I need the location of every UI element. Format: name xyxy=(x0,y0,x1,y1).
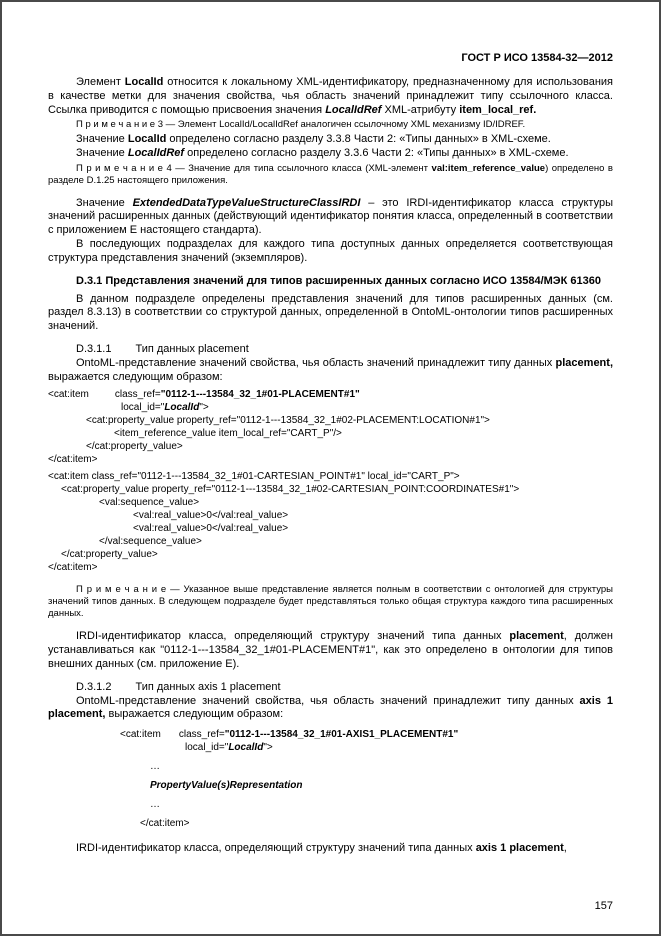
code-line: </cat:item> xyxy=(48,562,98,574)
text-run: local_id=" xyxy=(121,402,165,414)
text-run: Значение xyxy=(76,133,128,146)
para-axis1-intro xyxy=(48,695,613,723)
code-line: … xyxy=(150,761,160,773)
code-block-axis1-placement xyxy=(120,728,613,830)
para-d31-intro: В данном подразделе определены представления значений для типов расширенных данных (см. раздел 8.3.13) в соответствии со структурой данных, определенной в OntoML-онтологии типов расширенных значений. xyxy=(48,292,613,333)
code-line: </cat:property_value> xyxy=(61,549,158,561)
text-run: выражается следующим образом: xyxy=(105,708,284,721)
text-run: LocalIdRef xyxy=(325,103,382,116)
text-run: class_ref= xyxy=(178,729,225,741)
para-localidref-def xyxy=(48,147,613,161)
section-heading-d312 xyxy=(48,681,613,693)
text-run: class_ref= xyxy=(114,389,161,401)
text-run: LocalId xyxy=(124,76,164,88)
code-block-placement xyxy=(48,388,613,466)
heading-number: D.3.1.2 xyxy=(76,680,112,693)
text-run: относится к локальному XML-идентификатору, предназначенному для использования в качестве метки для значения свойства, чья область значений принадлежит типу ссылочного класса. Ссылка приводится с помощью присвоения значения xyxy=(48,76,613,116)
text-run: LocalId xyxy=(228,742,264,754)
page-number: 157 xyxy=(594,900,613,912)
code-line xyxy=(120,728,613,741)
code-line: </cat:item> xyxy=(140,818,190,830)
text-run: IRDI-идентификатор класса, определяющий структуру значений типа данных xyxy=(76,630,510,643)
code-line: <cat:property_value property_ref="0112-1---13584_32_1#02-PLACEMENT:LOCATION#1"> xyxy=(86,415,490,427)
page-footer xyxy=(48,894,613,912)
text-run: XML-атрибуту xyxy=(381,103,460,116)
text-run: "0112-1---13584_32_1#01-PLACEMENT#1" xyxy=(160,389,360,401)
code-line: <item_reference_value item_local_ref="CART_P"/> xyxy=(114,428,342,440)
text-run: local_id=" xyxy=(185,742,229,754)
text-run: LocalId xyxy=(164,402,200,414)
code-line: </val:sequence_value> xyxy=(99,536,202,548)
heading-title: Тип данных placement xyxy=(135,342,249,355)
text-run: OntoML-представление значений свойства, чья область значений принадлежит типу данных xyxy=(76,356,556,369)
para-following-subsections: В последующих подразделах для каждого типа доступных данных определяется соответствующая структура представления значений (экземпляров). xyxy=(48,237,613,264)
text-run: , должен устанавливаться как "0112-1---13584_32_1#01-PLACEMENT#1", как это определено в онтологии для типов внешних данных (см. приложение E). xyxy=(48,630,613,670)
note-representation: П р и м е ч а н и е — Указанное выше представление является полным в соответствии с онтологией для структуры значений типов данных. В следующем подразделе будет представляться только общая структура каждого типа расширенных данных. xyxy=(48,584,613,620)
heading-number: D.3.1.1 xyxy=(76,342,112,355)
code-line xyxy=(120,741,613,754)
text-run: "0112-1---13584_32_1#01-AXIS1_PLACEMENT#1" xyxy=(224,729,459,741)
code-line: </cat:item> xyxy=(48,454,98,466)
text-run: , xyxy=(563,842,567,855)
note-4 xyxy=(48,163,613,187)
code-line: … xyxy=(150,799,160,811)
para-placement-intro xyxy=(48,357,613,385)
para-irdi-placement xyxy=(48,630,613,671)
para-localid xyxy=(48,76,613,117)
text-run: <cat:item xyxy=(120,729,161,741)
text-run: Значение xyxy=(76,196,133,209)
code-line: PropertyValue(s)Representation xyxy=(150,780,303,792)
text-run: placement, xyxy=(555,356,613,369)
text-run: определено согласно разделу 3.3.8 Части 2: «Типы данных» в XML-схеме. xyxy=(166,133,551,146)
text-run: axis 1 placement, xyxy=(48,694,613,721)
para-irdi-axis1 xyxy=(48,842,613,856)
code-line: <val:sequence_value> xyxy=(99,497,200,509)
code-line xyxy=(48,401,613,414)
text-run: – это IRDI-идентификатор класса структуры значений расширенных данных (действующий идентификатор понятия класса, определенный в соответствии с приложением E настоящего стандарта). xyxy=(48,196,613,237)
code-block-cartesian-point xyxy=(48,470,613,574)
text-run: axis 1 placement xyxy=(475,842,564,855)
text-run: ExtendedDataTypeValueStructureClassIRDI xyxy=(132,196,361,209)
text-run: <cat:item xyxy=(48,389,89,401)
text-run: определено согласно разделу 3.3.6 Части 2: «Типы данных» в XML-схеме. xyxy=(184,146,569,159)
section-heading-d31: D.3.1 Представления значений для типов расширенных данных согласно ИСО 13584/МЭК 61360 xyxy=(76,275,601,288)
text-run: Значение xyxy=(76,146,128,159)
text-run: IRDI-идентификатор класса, определяющий структуру значений типа данных xyxy=(76,842,476,855)
text-run: П р и м е ч а н и е 4 — Значение для типа ссылочного класса (XML-элемент xyxy=(76,162,432,174)
text-run: выражается следующим образом: xyxy=(48,370,223,383)
text-run: "> xyxy=(263,742,273,754)
code-line: <cat:item class_ref="0112-1---13584_32_1#01-CARTESIAN_POINT#1" local_id="CART_P"> xyxy=(48,471,460,483)
text-run: placement xyxy=(509,630,564,643)
text-run: Элемент xyxy=(76,76,125,88)
text-run: "> xyxy=(199,402,209,414)
section-heading-d311 xyxy=(48,343,613,355)
text-run: OntoML-представление значений свойства, чья область значений принадлежит типу данных xyxy=(76,694,580,707)
text-run: val:item_reference_value xyxy=(431,162,546,174)
code-line: <val:real_value>0</val:real_value> xyxy=(133,510,289,522)
code-line: <val:real_value>0</val:real_value> xyxy=(133,523,289,535)
heading-title: Тип данных axis 1 placement xyxy=(135,680,281,693)
code-line xyxy=(48,388,613,401)
code-line: <cat:property_value property_ref="0112-1---13584_32_1#02-CARTESIAN_POINT:COORDINATES#1"> xyxy=(61,484,520,496)
doc-number: ГОСТ Р ИСО 13584-32—2012 xyxy=(461,52,613,64)
text-run: item_local_ref. xyxy=(459,103,537,116)
para-irdi-value xyxy=(48,197,613,238)
text-run: ) определено в разделе D.1.25 настоящего приложения. xyxy=(48,162,613,186)
para-localid-def xyxy=(48,133,613,147)
code-line: </cat:property_value> xyxy=(86,441,183,453)
text-run: LocalIdRef xyxy=(127,146,185,159)
page-header xyxy=(48,52,613,64)
note-3: П р и м е ч а н и е 3 — Элемент LocalId/LocalIdRef аналогичен ссылочному XML механизму ID/IDREF. xyxy=(76,119,526,131)
text-run: LocalId xyxy=(127,133,167,146)
